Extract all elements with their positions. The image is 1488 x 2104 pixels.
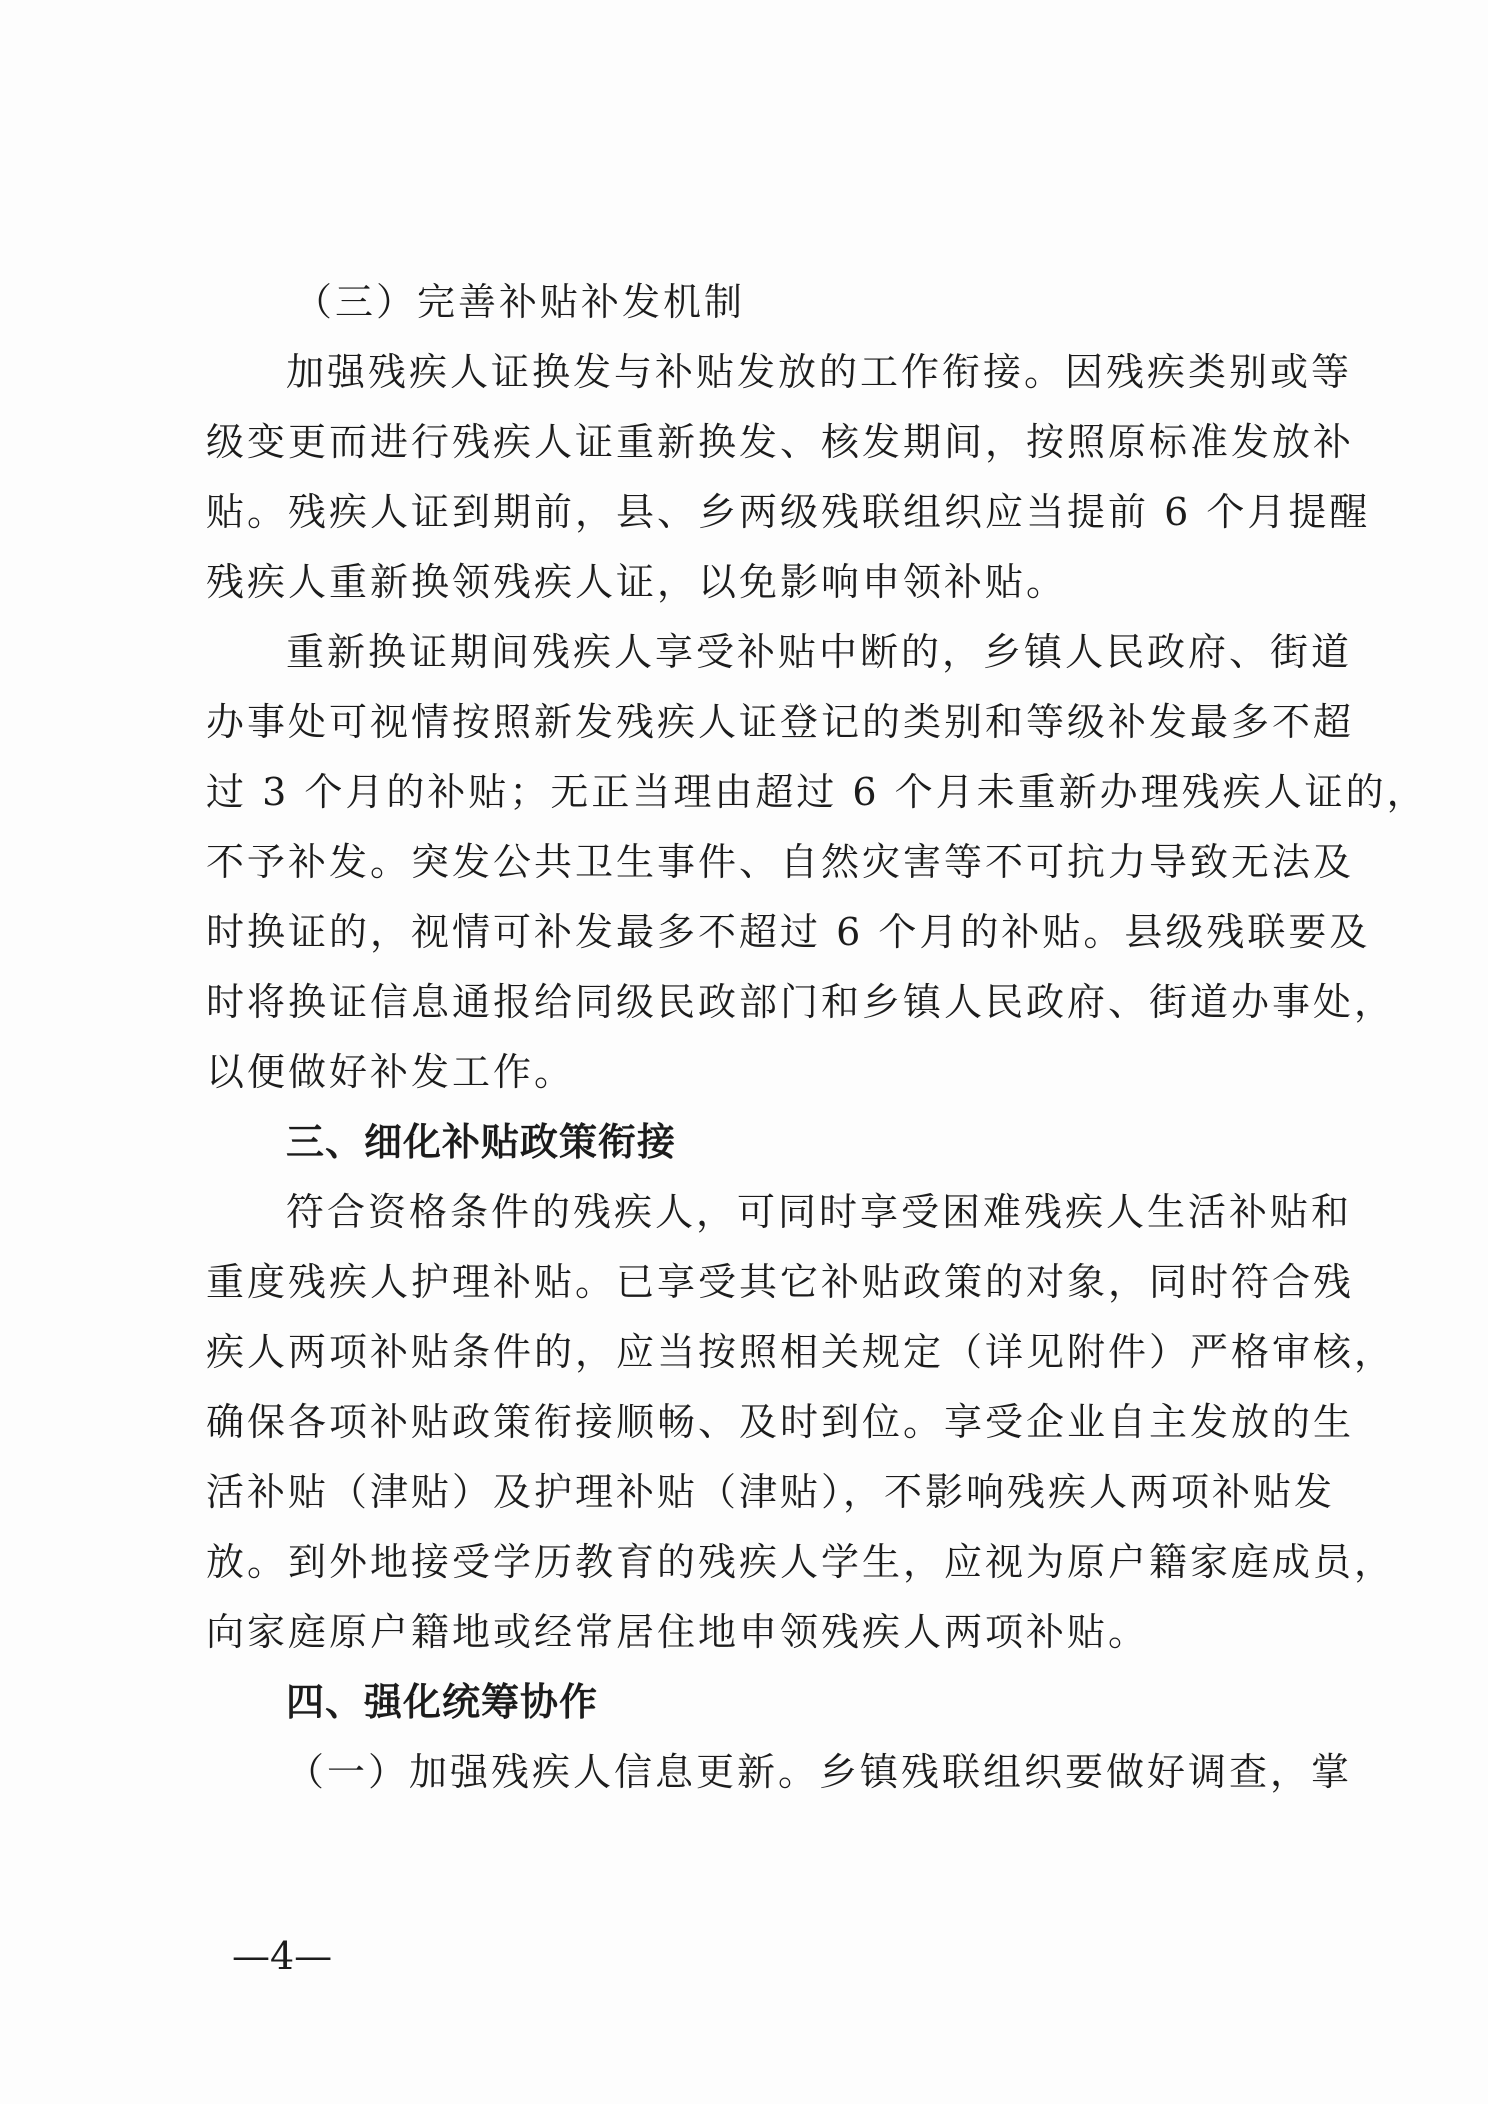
page-number: —4— <box>232 1934 333 1978</box>
paragraph-line: 不予补发。突发公共卫生事件、自然灾害等不可抗力导致无法及 <box>206 840 1355 884</box>
paragraph-line: 符合资格条件的残疾人，可同时享受困难残疾人生活补贴和 <box>286 1190 1353 1234</box>
paragraph-line: 过 3 个月的补贴；无正当理由超过 6 个月未重新办理残疾人证的， <box>206 770 1428 814</box>
paragraph-line: 加强残疾人证换发与补贴发放的工作衔接。因残疾类别或等 <box>286 350 1353 394</box>
paragraph-line: 办事处可视情按照新发残疾人证登记的类别和等级补发最多不超 <box>206 700 1355 744</box>
paragraph-line: 时将换证信息通报给同级民政部门和乡镇人民政府、街道办事处， <box>206 980 1396 1024</box>
paragraph-line: 确保各项补贴政策衔接顺畅、及时到位。享受企业自主发放的生 <box>206 1400 1355 1444</box>
paragraph-line: （一）加强残疾人信息更新。乡镇残联组织要做好调查，掌 <box>286 1750 1353 1794</box>
paragraph-line: 放。到外地接受学历教育的残疾人学生，应视为原户籍家庭成员， <box>206 1540 1396 1584</box>
paragraph-line: 贴。残疾人证到期前，县、乡两级残联组织应当提前 6 个月提醒 <box>206 490 1371 534</box>
paragraph-line: 时换证的，视情可补发最多不超过 6 个月的补贴。县级残联要及 <box>206 910 1371 954</box>
paragraph-line: 以便做好补发工作。 <box>206 1050 576 1094</box>
paragraph-line: 残疾人重新换领残疾人证，以免影响申领补贴。 <box>206 560 1068 604</box>
section-heading-3: 三、细化补贴政策衔接 <box>286 1120 677 1164</box>
subheading-3: （三）完善补贴补发机制 <box>294 280 746 324</box>
paragraph-line: 重新换证期间残疾人享受补贴中断的，乡镇人民政府、街道 <box>286 630 1353 674</box>
paragraph-line: 重度残疾人护理补贴。已享受其它补贴政策的对象，同时符合残 <box>206 1260 1355 1304</box>
paragraph-line: 疾人两项补贴条件的，应当按照相关规定（详见附件）严格审核， <box>206 1330 1396 1374</box>
paragraph-line: 级变更而进行残疾人证重新换发、核发期间，按照原标准发放补 <box>206 420 1355 464</box>
paragraph-line: 活补贴（津贴）及护理补贴（津贴），不影响残疾人两项补贴发 <box>206 1470 1336 1514</box>
paragraph-line: 向家庭原户籍地或经常居住地申领残疾人两项补贴。 <box>206 1610 1150 1654</box>
section-heading-4: 四、强化统筹协作 <box>286 1680 599 1724</box>
